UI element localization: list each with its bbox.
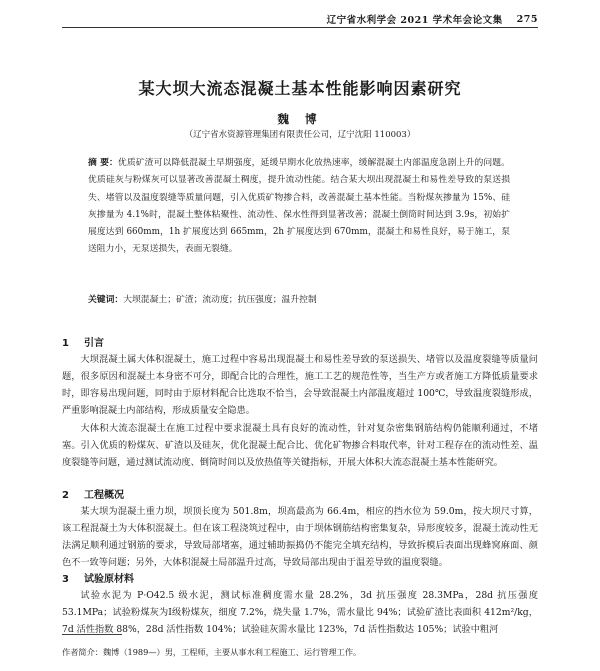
- section-number: 3: [62, 574, 69, 585]
- section-heading-3: [62, 570, 538, 585]
- section-number: 1: [62, 338, 69, 349]
- section-1-paragraph-2: 大体积大流态混凝土在施工过程中要求混凝土具有良好的流动性，针对复杂密集钢筋结构仍能顺利通过，不堵塞。引入优质的粉煤灰、矿渣以及硅灰，优化混凝土配合比、优化矿物掺合料取代率，针对工程存在的流动性差、温度裂缝等问题，通过测试流动度、倒筒时间以及放热值等关键指标，开展大体积大流态混凝土基本性能研究。: [62, 423, 538, 469]
- journal-name: 辽宁省水利学会 2021 学术年会论文集: [326, 15, 503, 26]
- keywords-text: 大坝混凝土；矿渣；流动度；抗压强度；温升控制: [123, 295, 317, 305]
- section-heading-2: [62, 486, 538, 501]
- abstract: [88, 155, 510, 259]
- section-title: 试验原材料: [84, 574, 134, 585]
- section-2-paragraph-1: 某大坝为混凝土重力坝，坝顶长度为 501.8m，坝高最高为 66.4m，相应的挡水位为 59.0m，按大坝尺寸算，该工程混凝土为大体积混凝土。但在该工程浇筑过程中，由于坝体钢筋结构密集复杂，异形度较多，混凝土流动性无法满足顺利通过钢筋的要求，导致局部堵塞，通过辅助振捣仍不能完全填充结构，导致拆模后表面出现蜂窝麻面、颜色不一致等问题；另外，大体积混凝土局部温升过高，导致局部出现由于温差导致的温度裂缝。: [62, 506, 538, 569]
- abstract-text: 优质矿渣可以降低混凝土早期强度，延缓早期水化放热速率，缓解混凝土内部温度急剧上升的问题。优质硅灰与粉煤灰可以显著改善混凝土稠度，提升流动性能。结合某大坝出现混凝土和易性差导致的泵送损失、堵管以及温度裂缝等质量问题，引入优质矿物掺合料，改善混凝土基本性能。当粉煤灰掺量为 15%、硅灰掺量为 4.1%时，混凝土整体粘聚性、流动性、保水性得到显著改善；混凝土倒筒时间达到 3.9s，初始扩展度达到 660mm，1h 扩展度达到 665mm，2h 扩展度达到 670mm，混凝土和易性良好，易于施工，泵送阻力小，无泵送损失，表面无裂缝。: [88, 158, 510, 255]
- paper-title: 某大坝大流态混凝土基本性能影响因素研究: [138, 79, 462, 98]
- footnote-rule: [62, 634, 122, 635]
- section-3-paragraph-1: 试验水泥为 P·O42.5 级水泥，测试标准稠度需水量 28.2%，3d 抗压强度 28.3MPa，28d 抗压强度 53.1MPa；试验粉煤灰为Ⅰ级粉煤灰，细度 7.2%，烧失量 1.7%，需水量比 94%；试验矿渣比表面积 412m²/kg，7d 活性指数 88%，28d 活性指数 104%；试验硅灰需水量比 123%，7d 活性指数达 105%；试验中粗河: [62, 590, 538, 636]
- section-title: 引言: [84, 338, 104, 349]
- page-number: 275: [516, 13, 538, 25]
- keywords: [88, 292, 510, 308]
- running-header: [62, 12, 538, 26]
- section-title: 工程概况: [84, 490, 124, 501]
- section-heading-1: [62, 334, 538, 349]
- keywords-label: 关键词：: [88, 295, 124, 305]
- section-number: 2: [62, 490, 69, 501]
- abstract-label: 摘 要：: [88, 158, 118, 168]
- header-rule: [62, 27, 538, 28]
- author-affiliation: （辽宁省水资源管理集团有限责任公司，辽宁沈阳 110003）: [184, 130, 416, 140]
- author-footnote: 作者简介：魏博（1989—）男，工程师，主要从事水利工程施工、运行管理工作。: [62, 647, 362, 657]
- author-name: 魏 博: [277, 112, 323, 126]
- section-1-paragraph-1: 大坝混凝土属大体积混凝土，施工过程中容易出现混凝土和易性差导致的泵送损失、堵管以及温度裂缝等质量问题，很多原因和混凝土本身密不可分，即配合比的合理性，施工工艺的规范性等，当生产方或者施工方降低质量要求时，即容易出现问题，同时由于原材料配合比选取不恰当，会导致混凝土内部温度超过 100℃，导致温度裂缝形成，严重影响混凝土内部结构，形成质量安全隐患。: [62, 354, 538, 417]
